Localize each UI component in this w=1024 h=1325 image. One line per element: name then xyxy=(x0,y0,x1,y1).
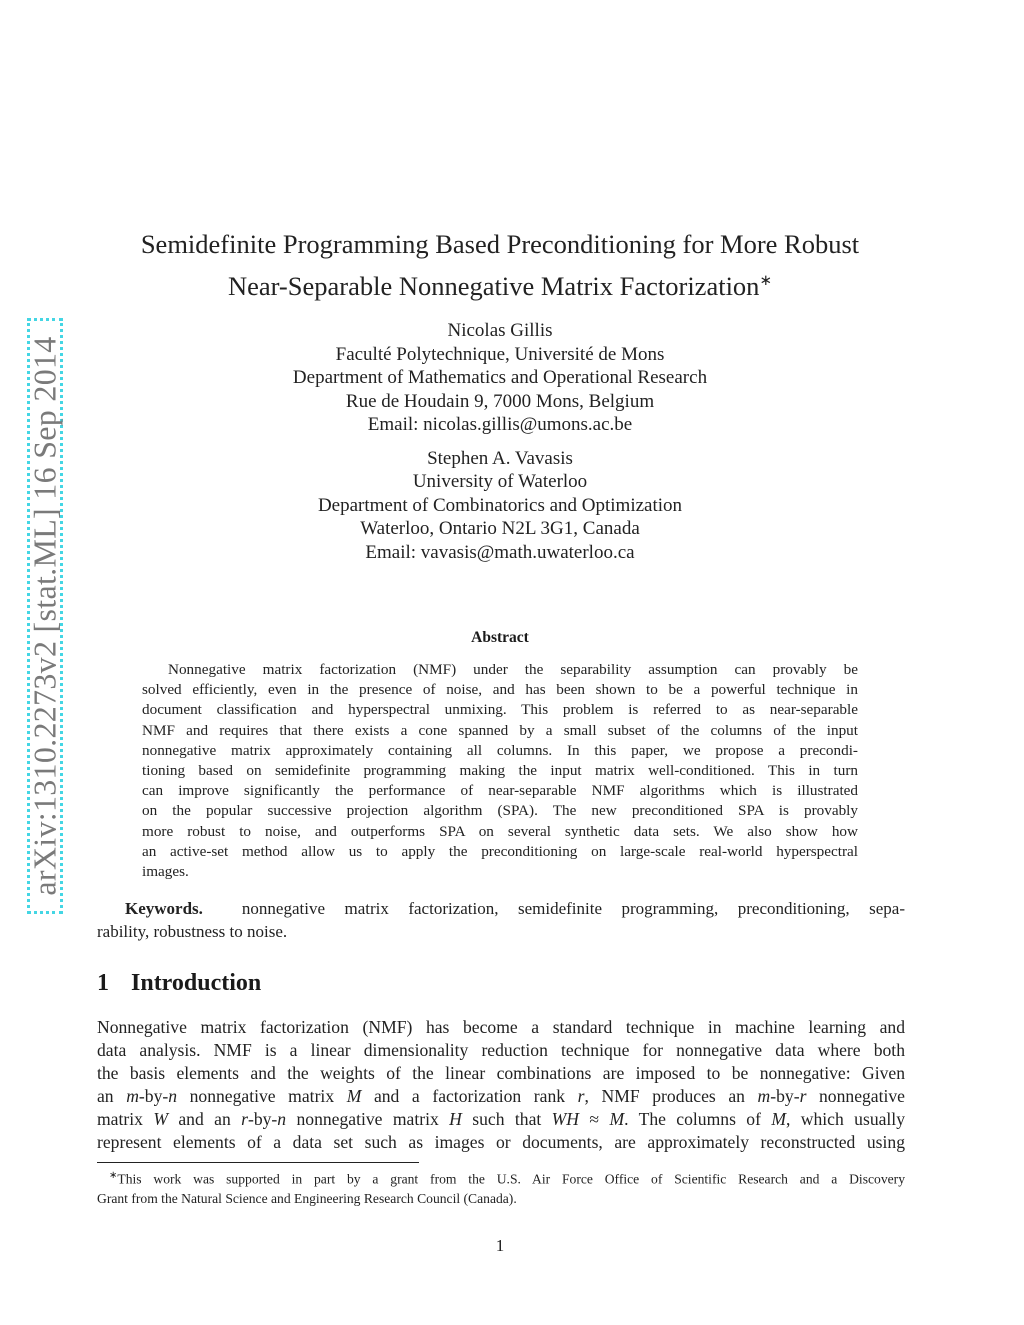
intro-line-5-g: , which usually xyxy=(786,1109,905,1129)
intro-line-4-f: -by- xyxy=(770,1086,800,1106)
page-number: 1 xyxy=(495,1236,505,1255)
intro-line-4-c: nonnegative matrix xyxy=(177,1086,347,1106)
author-block-vavasis xyxy=(95,447,905,565)
math-W: W xyxy=(153,1109,168,1129)
abstract-heading: Abstract xyxy=(471,629,529,646)
intro-line-6: represent elements of a data set such as images or documents, are approximately reconstructed using xyxy=(97,1132,905,1152)
arxiv-sidebar-stamp[interactable] xyxy=(27,318,63,914)
footnote-line-1 xyxy=(97,1166,905,1189)
intro-line-5-f: . The columns of xyxy=(624,1109,772,1129)
abstract-line: document classification and hyperspectral unmixing. This problem is referred to as near-separable xyxy=(142,701,858,719)
abstract-line: solved efficiently, even in the presence of noise, and has been shown to be a powerful technique in xyxy=(142,681,858,699)
intro-line-5 xyxy=(97,1108,905,1131)
intro-line-2: data analysis. NMF is a linear dimensionality reduction technique for nonnegative data where both xyxy=(97,1040,905,1060)
author-affiliation: Faculté Polytechnique, Université de Mons xyxy=(335,343,665,365)
intro-line-5-e: such that xyxy=(461,1109,552,1129)
intro-line-4-e: , NMF produces an xyxy=(584,1086,758,1106)
math-H: H xyxy=(449,1109,462,1129)
math-r: r xyxy=(577,1086,585,1106)
intro-line-4-a: an xyxy=(97,1086,127,1106)
intro-line-1: Nonnegative matrix factorization (NMF) has become a standard technique in machine learning and xyxy=(97,1017,905,1037)
title-line-2-text: Near-Separable Nonnegative Matrix Factorization xyxy=(227,271,760,301)
introduction-paragraph xyxy=(97,1016,905,1154)
math-M: M xyxy=(346,1086,362,1106)
math-n: n xyxy=(277,1109,287,1129)
abstract-line: NMF and requires that there exists a cone spanned by a small subset of the columns of the input xyxy=(142,721,858,739)
author-list xyxy=(95,319,905,564)
author-address: Rue de Houdain 9, 7000 Mons, Belgium xyxy=(345,390,655,412)
abstract-line: nonnegative matrix approximately containing all columns. In this paper, we propose a precondi- xyxy=(142,741,858,759)
keywords-line-2: rability, robustness to noise. xyxy=(97,922,288,941)
math-WH: WH xyxy=(551,1109,580,1129)
intro-line-5-b: and an xyxy=(167,1109,242,1129)
footnote-line-2: Grant from the Natural Science and Engineering Research Council (Canada). xyxy=(97,1190,517,1206)
abstract-line: more robust to noise, and outperforms SPA on several synthetic data sets. We also show how xyxy=(142,822,858,840)
math-m: m xyxy=(126,1086,139,1106)
section-title: Introduction xyxy=(131,970,262,996)
math-approx: ≈ xyxy=(579,1109,610,1129)
author-block-gillis xyxy=(95,319,905,437)
abstract-line: an active-set method allow us to apply the preconditioning on large-scale real-world hyperspectral xyxy=(142,842,858,860)
keywords xyxy=(97,897,905,943)
title-line-2 xyxy=(95,263,905,305)
author-department: Department of Combinatorics and Optimization xyxy=(317,494,683,516)
title-footnote-mark[interactable]: ∗ xyxy=(759,273,773,289)
intro-line-5-d: nonnegative matrix xyxy=(286,1109,450,1129)
math-m: m xyxy=(757,1086,771,1106)
abstract-line: can improve significantly the performance of near-separable NMF algorithms which is illustrated xyxy=(142,782,858,800)
author-name: Stephen A. Vavasis xyxy=(427,447,573,469)
intro-line-4-d: and a factorization rank xyxy=(361,1086,578,1106)
author-department: Department of Mathematics and Operational Research xyxy=(292,367,708,388)
footnote-mark: ∗ xyxy=(109,1170,118,1181)
intro-line-4 xyxy=(97,1085,905,1108)
footnote-divider xyxy=(97,1162,419,1163)
intro-line-3: the basis elements and the weights of the linear combinations are imposed to be nonnegative: Given xyxy=(97,1063,905,1083)
math-r: r xyxy=(799,1086,807,1106)
paper-title xyxy=(95,226,905,305)
author-name: Nicolas Gillis xyxy=(447,320,553,341)
author-address: Waterloo, Ontario N2L 3G1, Canada xyxy=(360,518,640,539)
intro-line-4-b: -by- xyxy=(138,1086,169,1106)
math-n: n xyxy=(168,1086,178,1106)
abstract-line: on the popular successive projection algorithm (SPA). The new preconditioned SPA is provably xyxy=(142,802,858,820)
footnote-text-1: This work was supported in part by a grant from the U.S. Air Force Office of Scientific Research and a Discovery xyxy=(117,1171,905,1187)
keywords-label: Keywords. xyxy=(125,899,203,918)
abstract-line: Nonnegative matrix factorization (NMF) under the separability assumption can provably be xyxy=(168,661,858,678)
author-email[interactable]: Email: nicolas.gillis@umons.ac.be xyxy=(367,414,633,435)
author-affiliation: University of Waterloo xyxy=(412,471,588,492)
footnote xyxy=(97,1166,905,1208)
section-number: 1 xyxy=(97,970,109,996)
arxiv-identifier: arXiv:1310.2273v2 [stat.ML] 16 Sep 2014 xyxy=(26,336,63,896)
keywords-line-1 xyxy=(97,897,905,920)
keywords-text-1: nonnegative matrix factorization, semidefinite programming, preconditioning, sepa- xyxy=(241,899,906,918)
author-email[interactable]: Email: vavasis@math.uwaterloo.ca xyxy=(365,541,635,563)
math-M: M xyxy=(609,1109,625,1129)
abstract-line: images. xyxy=(142,863,189,881)
intro-line-5-c: -by- xyxy=(247,1109,278,1129)
title-line-1: Semidefinite Programming Based Preconditioning for More Robust xyxy=(140,229,860,259)
intro-line-4-g: nonnegative xyxy=(806,1086,905,1106)
math-r: r xyxy=(241,1109,248,1129)
section-heading-introduction xyxy=(97,970,261,997)
intro-line-5-a: matrix xyxy=(97,1109,154,1129)
abstract-line: tioning based on semidefinite programming making the input matrix well-conditioned. This in turn xyxy=(142,762,858,780)
math-M: M xyxy=(771,1109,787,1129)
abstract-text xyxy=(142,660,858,882)
